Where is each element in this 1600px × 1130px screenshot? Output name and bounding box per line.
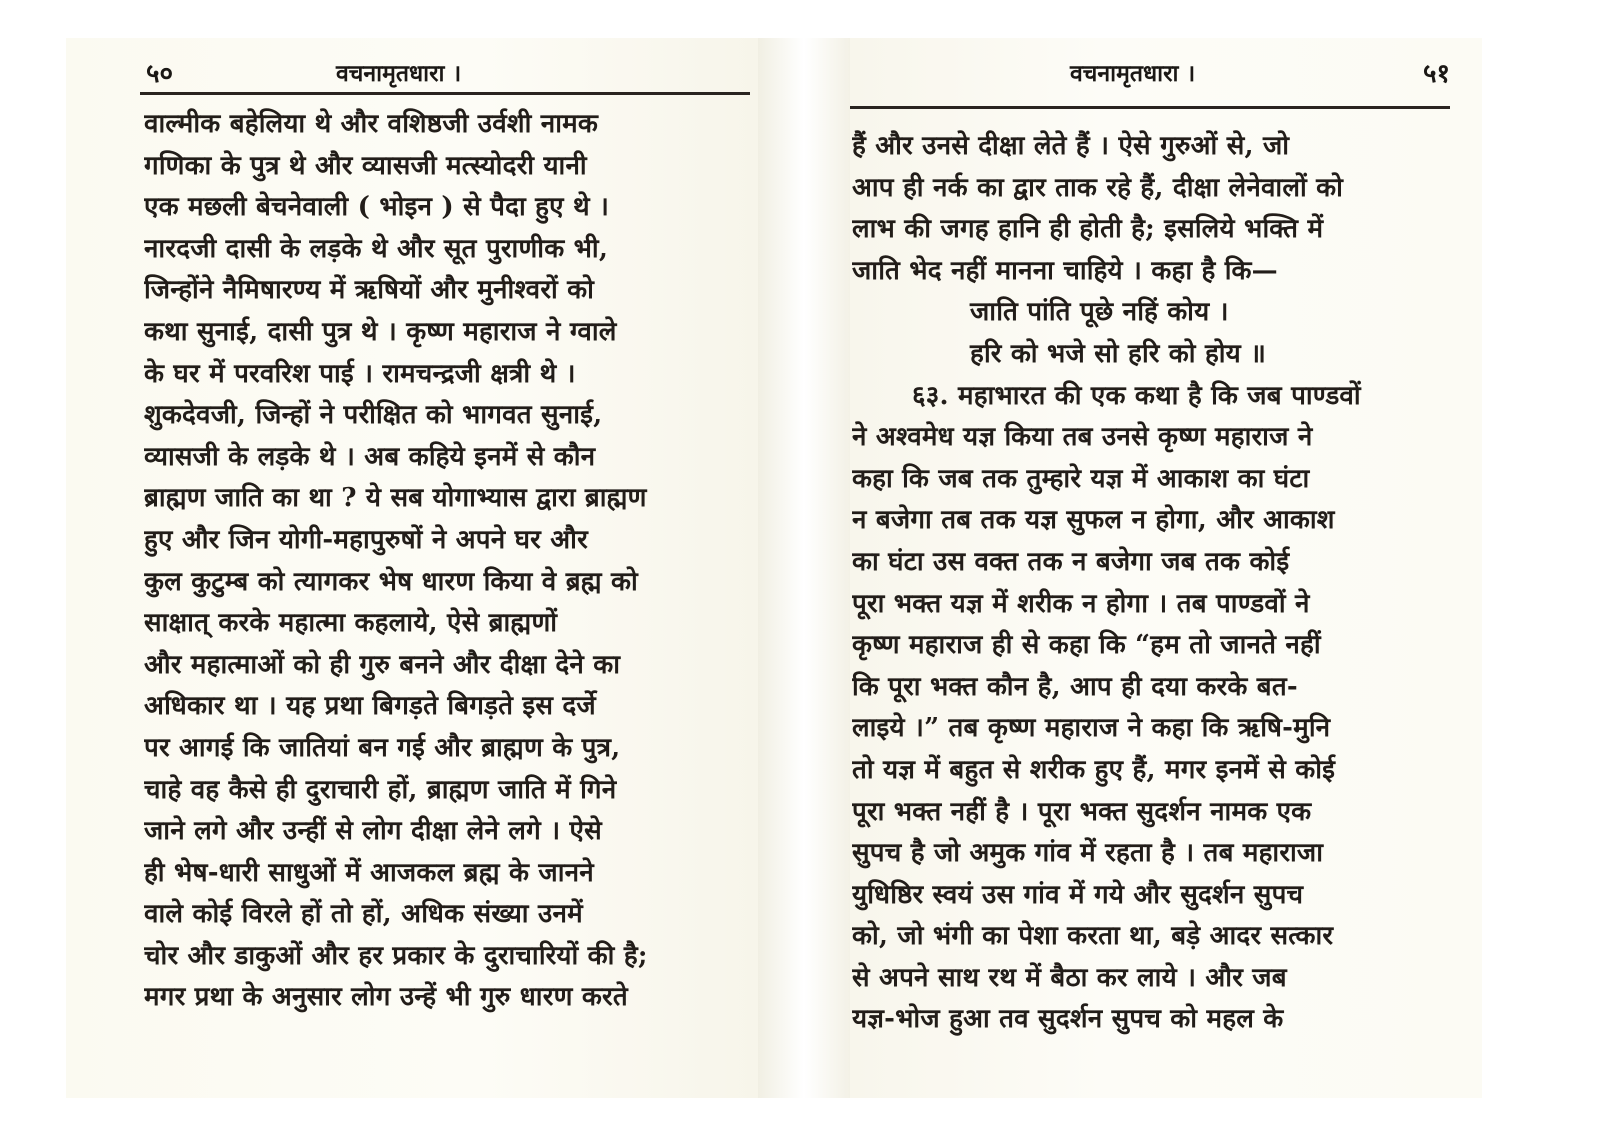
text-line: और महात्माओं को ही गुरु बनने और दीक्षा देने का xyxy=(144,649,621,680)
text-line: आप ही नर्क का द्वार ताक रहे हैं, दीक्षा लेनेवालों को xyxy=(852,172,1344,203)
text-line: कि पूरा भक्त कौन है, आप ही दया करके बत- xyxy=(852,671,1298,702)
text-line: सुपच है जो अमुक गांव में रहता है । तब महाराजा xyxy=(852,838,1324,869)
text-line: व्यासजी के लड़के थे । अब कहिये इनमें से कौन xyxy=(144,441,596,472)
left-page-header xyxy=(146,54,736,94)
verse-line: हरि को भजे सो हरि को होय ॥ xyxy=(970,338,1266,369)
text-line: मगर प्रथा के अनुसार लोग उन्हें भी गुरु धारण करते xyxy=(144,982,628,1013)
text-line: जिन्होंने नैमिषारण्य में ऋषियों और मुनीश्वरों को xyxy=(144,275,595,306)
text-line: यज्ञ-भोज हुआ तव सुदर्शन सुपच को महल के xyxy=(852,1004,1284,1035)
text-line: जाने लगे और उन्हीं से लोग दीक्षा लेने लगे । ऐसे xyxy=(144,816,602,847)
right-header-rule xyxy=(850,106,1450,109)
text-line: से अपने साथ रथ में बैठा कर लाये । और जब xyxy=(852,962,1287,993)
text-line: जाति भेद नहीं मानना चाहिये । कहा है कि— xyxy=(852,255,1278,286)
text-line: के घर में परवरिश पाई । रामचन्द्रजी क्षत्री थे । xyxy=(144,358,576,389)
left-running-title: वचनामृतधारा । xyxy=(336,60,462,87)
right-page xyxy=(850,38,1482,1098)
text-line: पर आगई कि जातियां बन गई और ब्राह्मण के पुत्र, xyxy=(144,732,621,763)
text-line: युधिष्ठिर स्वयं उस गांव में गये और सुदर्शन सुपच xyxy=(852,879,1304,910)
paragraph-start-line: ६३. महाभारत की एक कथा है कि जब पाण्डवों xyxy=(912,380,1361,411)
left-page-body xyxy=(144,104,744,1019)
text-line: कथा सुनाई, दासी पुत्र थे । कृष्ण महाराज ने ग्वाले xyxy=(144,316,617,347)
text-line: को, जो भंगी का पेशा करता था, बड़े आदर सत्कार xyxy=(852,921,1334,952)
text-line: हैं और उनसे दीक्षा लेते हैं । ऐसे गुरुओं से, जो xyxy=(852,131,1290,161)
text-line: ही भेष-धारी साधुओं में आजकल ब्रह्म के जानने xyxy=(144,857,594,888)
text-line: वाल्मीक बहेलिया थे और वशिष्ठजी उर्वशी नामक xyxy=(144,109,599,139)
text-line: हुए और जिन योगी-महापुरुषों ने अपने घर और xyxy=(144,524,588,555)
text-line: शुकदेवजी, जिन्हों ने परीक्षित को भागवत सुनाई, xyxy=(144,400,603,431)
right-page-body xyxy=(852,126,1442,1041)
text-line: चोर और डाकुओं और हर प्रकार के दुराचारियों की है; xyxy=(144,940,648,971)
text-line: न बजेगा तब तक यज्ञ सुफल न होगा, और आकाश xyxy=(852,505,1335,536)
left-header-rule xyxy=(140,92,750,95)
text-line: तो यज्ञ में बहुत से शरीक हुए हैं, मगर इनमें से कोई xyxy=(852,754,1336,785)
text-line: साक्षात् करके महात्मा कहलाये, ऐसे ब्राह्मणों xyxy=(144,608,558,639)
right-page-header xyxy=(850,54,1450,94)
text-line: पूरा भक्त यज्ञ में शरीक न होगा । तब पाण्डवों ने xyxy=(852,588,1310,619)
text-line: अधिकार था । यह प्रथा बिगड़ते बिगड़ते इस दर्जे xyxy=(144,691,596,722)
right-running-title: वचनामृतधारा । xyxy=(1070,60,1196,87)
text-line: लाभ की जगह हानि ही होती है; इसलिये भक्ति में xyxy=(852,214,1324,245)
text-line: पूरा भक्त नहीं है । पूरा भक्त सुदर्शन नामक एक xyxy=(852,796,1312,827)
book-spine-gutter xyxy=(758,38,850,1098)
text-line: चाहे वह कैसे ही दुराचारी हों, ब्राह्मण जाति में गिने xyxy=(144,774,617,805)
left-page xyxy=(66,38,758,1098)
text-line: ने अश्वमेध यज्ञ किया तब उनसे कृष्ण महाराज ने xyxy=(852,422,1313,453)
text-line: ब्राह्मण जाति का था ? ये सब योगाभ्यास द्वारा ब्राह्मण xyxy=(144,483,647,514)
text-line: लाइये ।” तब कृष्ण महाराज ने कहा कि ऋषि-मुनि xyxy=(852,713,1331,744)
text-line: कुल कुटुम्ब को त्यागकर भेष धारण किया वे ब्रह्म को xyxy=(144,566,638,597)
left-page-number: ५० xyxy=(146,59,174,89)
text-line: नारदजी दासी के लड़के थे और सूत पुराणीक भी, xyxy=(144,233,609,264)
verse-line: जाति पांति पूछे नहिं कोय । xyxy=(970,297,1229,328)
text-line: का घंटा उस वक्त तक न बजेगा जब तक कोई xyxy=(852,546,1290,577)
text-line: वाले कोई विरले हों तो हों, अधिक संख्या उनमें xyxy=(144,899,583,930)
right-page-number: ५१ xyxy=(1422,59,1450,89)
text-line: कृष्ण महाराज ही से कहा कि “हम तो जानते नहीं xyxy=(852,630,1321,661)
text-line: एक मछली बेचनेवाली ( भोइन ) से पैदा हुए थे । xyxy=(144,192,610,223)
text-line: कहा कि जब तक तुम्हारे यज्ञ में आकाश का घंटा xyxy=(852,463,1310,494)
text-line: गणिका के पुत्र थे और व्यासजी मत्स्योदरी यानी xyxy=(144,150,587,181)
